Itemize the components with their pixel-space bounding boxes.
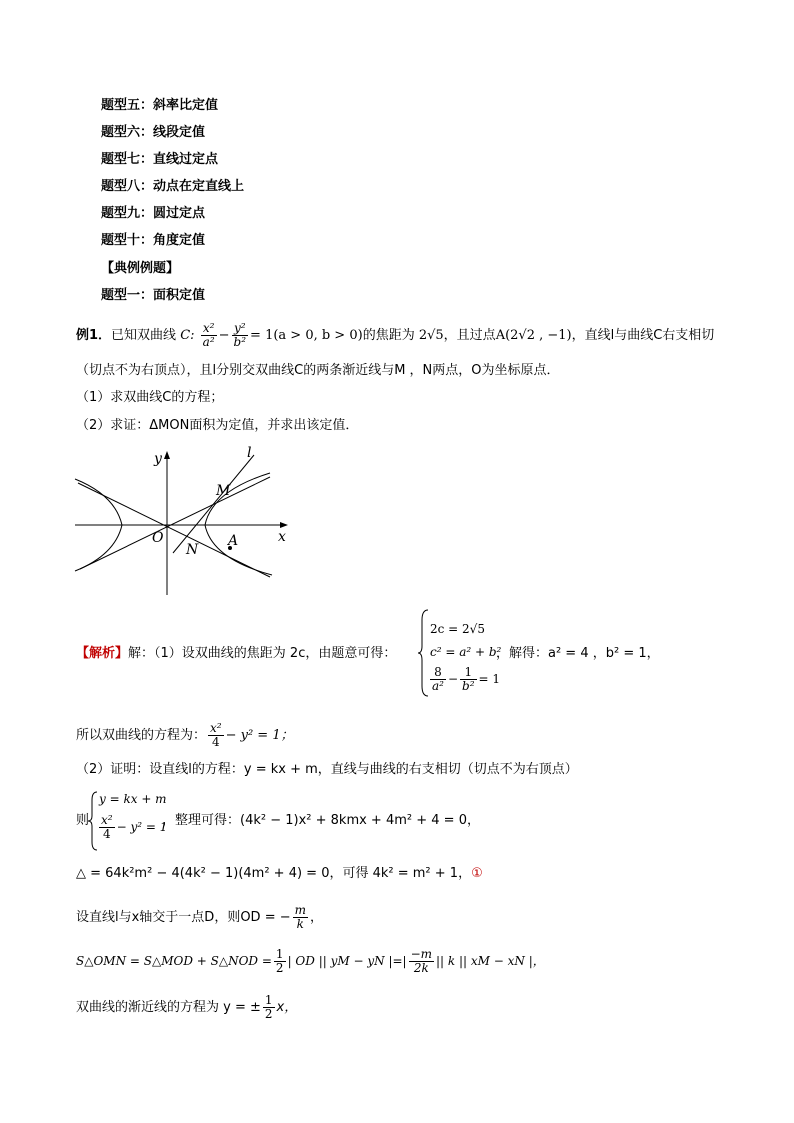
system-1-row-1: 2c = 2√5 xyxy=(430,622,485,636)
question-2: （2）求证：ΔMON面积为定值，并求出该定值． xyxy=(76,418,359,433)
label-x: x xyxy=(278,529,286,545)
solution-line-1-result: ，解得：a² = 4 ，b² = 1， xyxy=(496,646,660,661)
hyperbola-figure xyxy=(70,445,295,600)
question-1: （1）求双曲线C的方程； xyxy=(76,390,224,405)
type-six: 题型六：线段定值 xyxy=(101,125,206,140)
solution-line-4: ，整理可得：(4k² − 1)x² + 8kmx + 4m² + 4 = 0， xyxy=(162,813,480,828)
system-2-row-2: $\frac{\text{x²}}{4}$ − y² = 1 xyxy=(101,813,168,841)
system-1-row-3: $\frac{8}{\text{a²}}$ − $\frac{1}{\text{b²}}$ = 1 xyxy=(432,665,501,693)
solution-line-2: 所以双曲线的方程为： $\frac{\text{x²}}{4}$ − y² = 1； xyxy=(76,721,294,749)
system-1 xyxy=(418,608,502,698)
label-o: O xyxy=(152,530,164,546)
eq-rest: = 1(a > 0, b > 0) xyxy=(250,328,363,343)
system-2-row-1: y = kx + m xyxy=(99,792,167,806)
label-a: A xyxy=(228,533,239,549)
asymptote-positive xyxy=(80,477,270,569)
type-nine: 题型九：圆过定点 xyxy=(101,206,206,221)
solution-line-3: （2）证明：设直线l的方程：y = kx + m，直线与曲线的右支相切（切点不为右顶点） xyxy=(76,762,578,777)
system-1-row-2: c² = a² + b² xyxy=(430,645,502,659)
solution-line-8: 双曲线的渐近线的方程为 y = ± $\frac{1}{2}$ x， xyxy=(76,993,298,1021)
example-line-1: 例1．已知双曲线 C: $\frac{\text{x²}}{\text{a²}}$ − $\frac{\text{y²}}{\text{b²}}$ = 1(a > 0, b > 0)的焦距为 2√5，且过点A(2√2 , −1)，直线l与曲线C右支相切 xyxy=(76,321,715,349)
example-intro: 已知双曲线 xyxy=(111,328,177,343)
focal-value: 2√5 xyxy=(418,328,444,343)
label-l: l xyxy=(247,445,252,461)
asymptote-negative xyxy=(78,483,270,577)
solution-line-1: 【解析】解：（1）设双曲线的焦距为 2c，由题意可得： xyxy=(76,646,397,661)
section-heading: 【典例例题】 xyxy=(101,261,180,276)
example-line-2: （切点不为右顶点），且l分别交双曲线C的两条渐近线与M ，N两点，O为坐标原点． xyxy=(76,363,560,378)
system-2 xyxy=(88,790,168,852)
type-ten: 题型十：角度定值 xyxy=(101,233,206,248)
solution-line-6: 设直线l与x轴交于一点D，则OD = − $\frac{m}{k}$ ， xyxy=(76,903,324,931)
example-label: 例1． xyxy=(76,328,112,343)
circled-one: ① xyxy=(471,866,483,881)
eq-x-frac: $\frac{\text{x²}}{\text{a²}}$ xyxy=(202,321,215,349)
label-y: y xyxy=(154,451,162,467)
curve-name: C: xyxy=(180,328,195,343)
tangent-line-l xyxy=(173,455,254,553)
solution-then: 则 xyxy=(76,813,90,828)
label-m: M xyxy=(216,483,231,499)
solution-line-5: △ = 64k²m² − 4(4k² − 1)(4m² + 4) = 0，可得 4k² = m² + 1，① xyxy=(76,866,483,881)
type-eight: 题型八：动点在定直线上 xyxy=(101,179,245,194)
type-five: 题型五：斜率比定值 xyxy=(101,98,219,113)
solution-line-7: S△OMN = S△MOD + S△NOD = $\frac{1}{2}$ | OD || yM − yN |=| $\frac{-m}{2k}$ || k || xM − xN |， xyxy=(76,947,545,975)
type-seven: 题型七：直线过定点 xyxy=(101,152,219,167)
eq-y-frac: $\frac{\text{y²}}{\text{b²}}$ xyxy=(233,321,247,349)
x-axis-arrow xyxy=(280,522,288,528)
solution-tag: 【解析】 xyxy=(76,646,129,661)
type-one-heading: 题型一：面积定值 xyxy=(101,288,206,303)
label-n: N xyxy=(186,542,199,558)
point-a: A(2√2 , −1) xyxy=(495,328,572,343)
y-axis-arrow xyxy=(164,451,170,459)
